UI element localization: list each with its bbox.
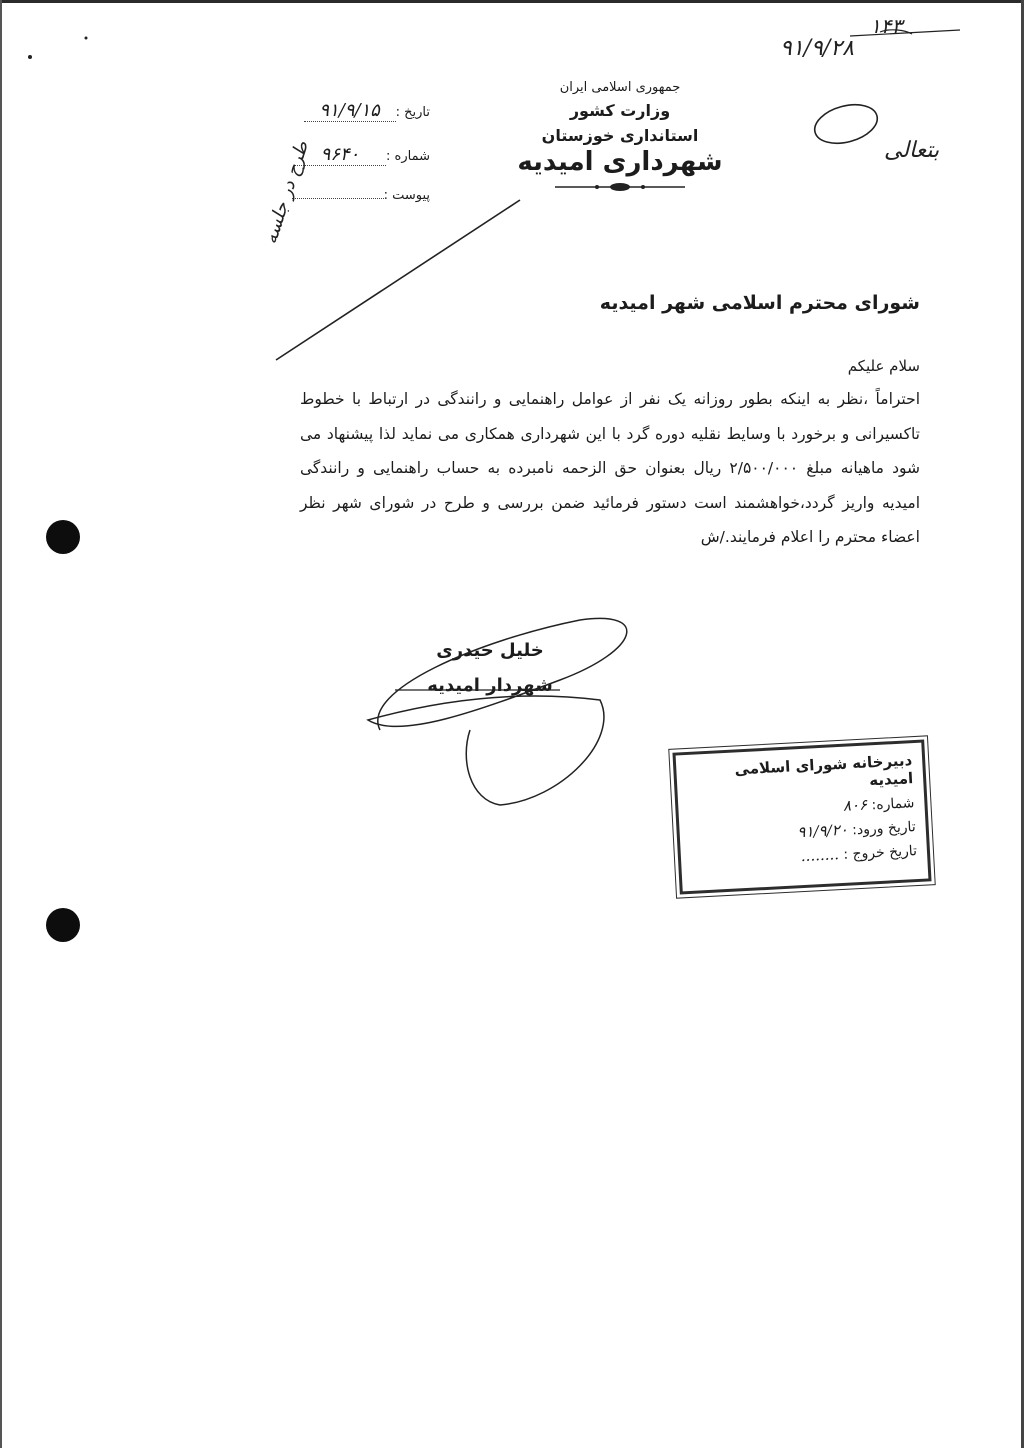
meta-number-label: شماره : xyxy=(386,149,430,164)
letterhead-province: استانداری خوزستان xyxy=(541,126,699,145)
meta-attachment-label: پیوست : xyxy=(383,188,430,203)
handwritten-right-note: بتعالی xyxy=(884,138,940,163)
diagonal-pen-stroke xyxy=(276,200,520,360)
handwritten-top-date: ۹۱/۹/۲۸ xyxy=(780,36,854,61)
letter-greeting: سلام علیکم xyxy=(847,357,920,375)
handwritten-top-ref: ۱۴۳ xyxy=(870,14,903,38)
meta-date-label: تاریخ : xyxy=(395,105,430,120)
speck-1 xyxy=(28,55,32,59)
stamp-entry-value: ۹۱/۹/۲۰ xyxy=(796,820,849,842)
signer-name: خلیل حیدری xyxy=(436,640,544,661)
stamp-exit-label: تاریخ خروج : xyxy=(842,843,918,863)
stamp-number-value: ۸۰۶ xyxy=(842,795,868,815)
meta-date-value: ۹۱/۹/۱۵ xyxy=(304,100,396,122)
letter-recipient: شورای محترم اسلامی شهر امیدیه xyxy=(599,292,920,314)
stamp-entry-label: تاریخ ورود: xyxy=(851,819,917,839)
letter-body: احتراماً ،نظر به اینکه بطور روزانه یک نفر از عوامل راهنمایی و رانندگی در ارتباط با خطوط تاکسیرانی و برخورد با وسایط نقلیه دوره گرد با این شهرداری همکاری می نماید لذا پیشنهاد می شود ماهیانه مبلغ ۲/۵۰۰/۰۰۰ ریال بعنوان حق الزحمه نامبرده به حساب راهنمایی و رانندگی امیدیه واریز گردد،خواهشمند است دستور فرمائید ضمن بررسی و طرح در شورای شهر نظر اعضاء محترم را اعلام فرمایند./ش xyxy=(300,390,920,546)
stamp-number-label: شماره: xyxy=(871,795,915,814)
circled-mark xyxy=(810,98,881,149)
stamp-exit-value: ........ xyxy=(800,845,840,866)
handwritten-left-note: طرح در جلسه xyxy=(260,138,313,247)
speck-2 xyxy=(85,37,88,40)
signature-scribble xyxy=(368,618,627,805)
stamp-title: دبیرخانه شورای اسلامی امیدیه xyxy=(734,751,914,790)
signer-title: شهردار امیدیه xyxy=(427,675,553,696)
letterhead-country: جمهوری اسلامی ایران xyxy=(559,80,681,95)
letterhead-municipality: شهرداری امیدیه xyxy=(517,147,723,177)
letterhead-ministry: وزارت کشور xyxy=(569,101,671,120)
meta-number-value: ۹۶۴۰ xyxy=(294,144,386,166)
